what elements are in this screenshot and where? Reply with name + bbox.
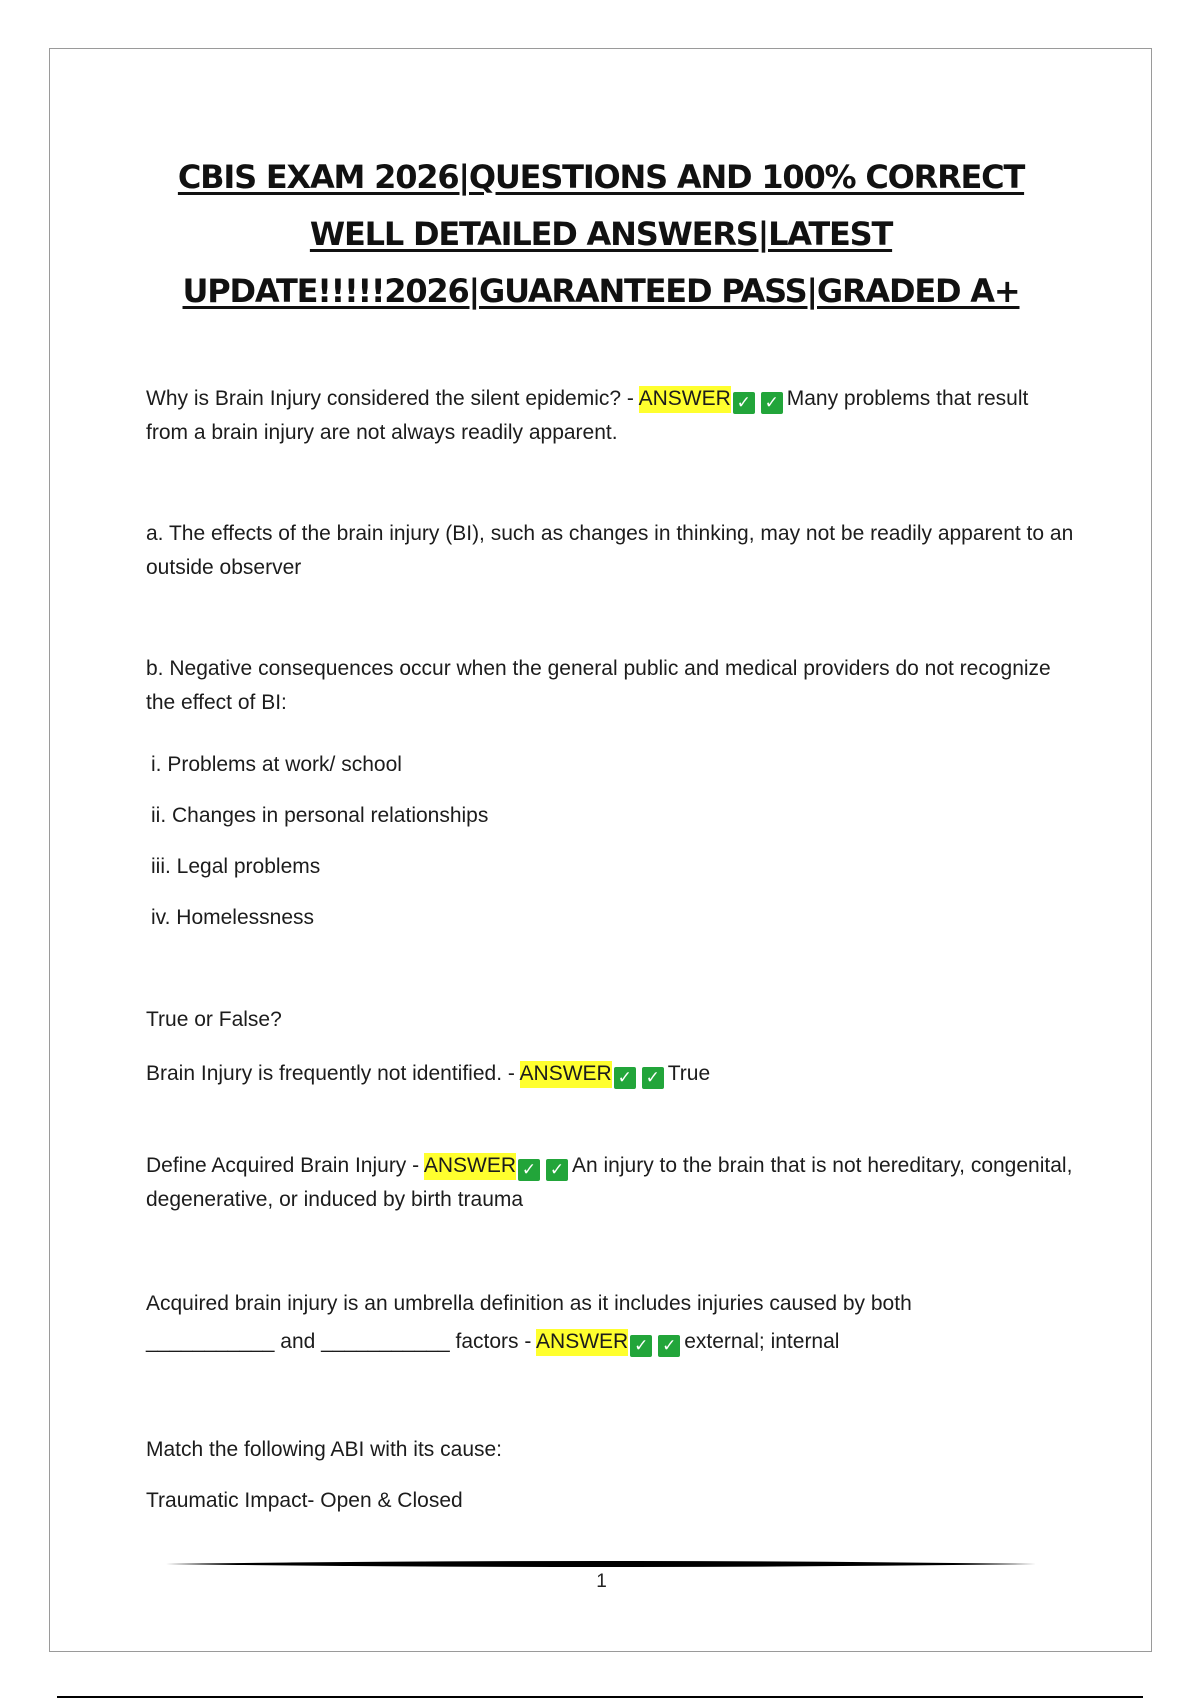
document-page — [49, 48, 1152, 1652]
paragraph-a-text: a. The effects of the brain injury (BI), such as changes in thinking, may not be readily apparent to an outside observer — [146, 522, 1074, 579]
page-number: 1 — [596, 1571, 607, 1592]
check-icon: ✓ — [658, 1335, 680, 1357]
check-icon: ✓ — [642, 1067, 664, 1089]
footer-divider — [166, 1559, 1036, 1569]
title-line-3: UPDATE!!!!!2026|GUARANTEED PASS|GRADED A+ — [182, 272, 1020, 310]
question-text: Acquired brain injury is an umbrella definition as it includes injuries caused by both — [146, 1292, 912, 1315]
document-title — [140, 149, 1062, 320]
question-match-abi — [146, 1424, 1076, 1526]
question-text: Why is Brain Injury considered the silent epidemic? - — [146, 387, 639, 410]
check-icon: ✓ — [630, 1335, 652, 1357]
answer-label: ANSWER — [639, 386, 731, 413]
answer-label: ANSWER — [536, 1329, 628, 1356]
list-item: ii. Changes in personal relationships — [151, 804, 489, 827]
question-text-blanks: ___________ and ___________ factors - — [146, 1330, 537, 1353]
paragraph-b — [146, 652, 1076, 720]
question-text: Brain Injury is frequently not identified. - — [146, 1062, 520, 1085]
consequence-list — [146, 739, 1081, 943]
bottom-divider — [57, 1696, 1143, 1698]
check-icon: ✓ — [733, 392, 755, 414]
list-item: i. Problems at work/ school — [151, 753, 402, 776]
check-icon: ✓ — [546, 1159, 568, 1181]
match-item: Traumatic Impact- Open & Closed — [146, 1489, 463, 1512]
paragraph-b-text: b. Negative consequences occur when the general public and medical providers do not recognize the effect of BI: — [146, 657, 1051, 714]
question-text: Match the following ABI with its cause: — [146, 1438, 503, 1461]
question-text: Define Acquired Brain Injury - — [146, 1154, 424, 1177]
list-item: iii. Legal problems — [151, 855, 321, 878]
title-line-1: CBIS EXAM 2026|QUESTIONS AND 100% CORRECT — [177, 158, 1025, 196]
answer-label: ANSWER — [424, 1153, 516, 1180]
check-icon: ✓ — [614, 1067, 636, 1089]
answer-text: True — [667, 1062, 711, 1085]
answer-text: external; internal — [684, 1330, 840, 1353]
answer-text: Many problems that result from a brain injury are not always readily apparent. — [146, 387, 1029, 444]
question-silent-epidemic — [146, 382, 1076, 450]
answer-text: An injury to the brain that is not hereditary, congenital, degenerative, or induced by birth trauma — [146, 1154, 1073, 1211]
title-line-2: WELL DETAILED ANSWERS|LATEST — [309, 215, 893, 253]
question-true-false — [146, 993, 1076, 1101]
list-item: iv. Homelessness — [151, 906, 314, 929]
check-icon: ✓ — [761, 392, 783, 414]
check-icon: ✓ — [518, 1159, 540, 1181]
answer-label: ANSWER — [520, 1061, 612, 1088]
question-prompt: True or False? — [146, 1008, 282, 1031]
paragraph-a — [146, 517, 1076, 585]
question-umbrella-definition — [146, 1285, 1076, 1361]
question-define-abi — [146, 1149, 1076, 1217]
